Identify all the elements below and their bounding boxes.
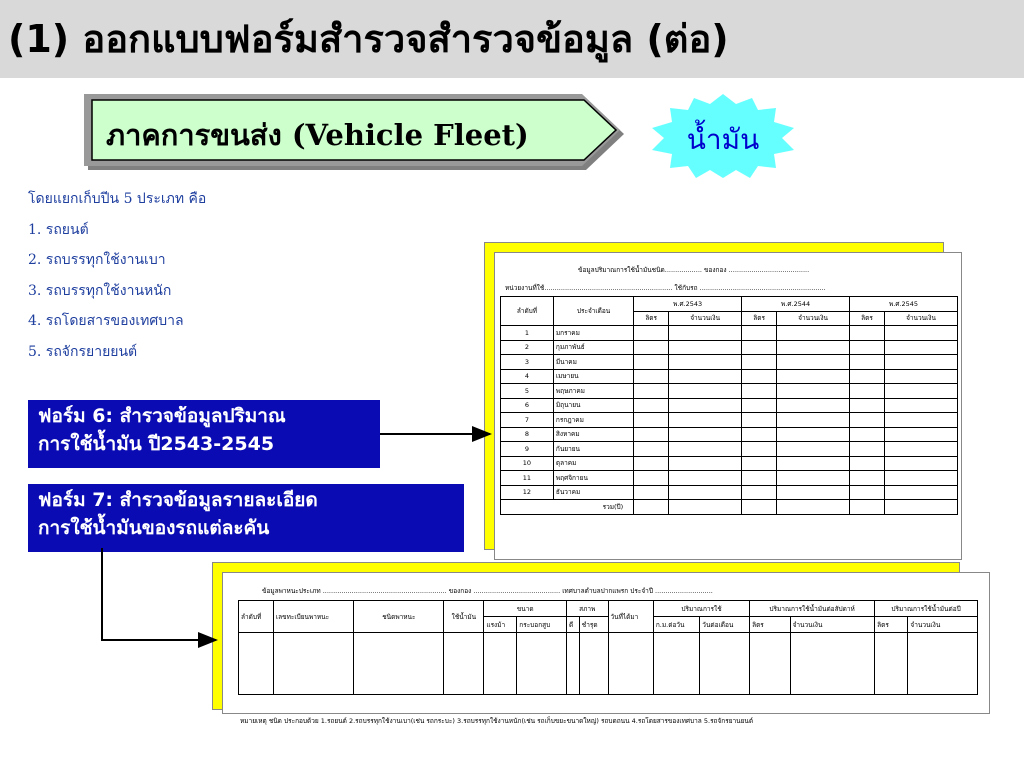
row-number: 11 [501,471,554,486]
table-cell [885,427,958,442]
sub-bad: ชำรุด [579,617,608,633]
table-cell [885,355,958,370]
table-row [501,427,958,442]
table-cell [742,471,777,486]
table-cell [850,369,885,384]
form7-table [238,600,978,695]
table-cell [777,355,850,370]
table-cell [742,355,777,370]
table-cell [742,485,777,500]
sub-liter: ลิตร [634,311,669,326]
table-cell [742,369,777,384]
table-row [501,456,958,471]
table-cell [885,442,958,457]
table-cell [750,633,791,695]
row-number: 1 [501,326,554,341]
category-item: 1. รถยนต์ [28,221,89,238]
table-cell [742,427,777,442]
row-month: มีนาคม [553,355,633,370]
table-cell [567,633,580,695]
table-cell [634,485,669,500]
table-cell [908,633,978,695]
table-cell [777,413,850,428]
table-cell [777,340,850,355]
col-cond: สภาพ [567,601,609,617]
row-month: ธันวาคม [553,485,633,500]
row-month: สิงหาคม [553,427,633,442]
sub-days: วันต่อเดือน [700,617,750,633]
row-number: 12 [501,485,554,500]
table-cell [669,456,742,471]
table-cell [608,633,653,695]
row-number: 10 [501,456,554,471]
table-cell [579,633,608,695]
sub-money: จำนวนเงิน [669,311,742,326]
table-cell [885,398,958,413]
table-cell [850,427,885,442]
table-cell [742,398,777,413]
banner-label: ภาคการขนส่ง (Vehicle Fleet) [106,118,529,152]
table-cell [634,369,669,384]
sub-liter: ลิตร [742,311,777,326]
table-cell [273,633,353,695]
sub-liter: ลิตร [850,311,885,326]
total-row-label: รวม(ปี) [501,500,634,515]
form6-sheet-subheading: หน่วยงานที่ใช้.............................................................. ใช้กับรถ ............................................................. [505,284,826,292]
table-cell [634,427,669,442]
table-cell [850,500,885,515]
table-cell [850,398,885,413]
table-cell [669,500,742,515]
table-row [501,398,958,413]
table-cell [777,398,850,413]
table-cell [777,471,850,486]
sub-power: แรงม้า [484,617,517,633]
form7-line2: การใช้น้ำมันของรถแต่ละคัน [38,517,270,539]
row-month: ตุลาคม [553,456,633,471]
row-month: กันยายน [553,442,633,457]
col-year: ปริมาณการใช้น้ำมันต่อปี [875,601,978,617]
vehicle-category-list [28,188,206,371]
row-month: พฤศจิกายน [553,471,633,486]
table-cell [885,485,958,500]
table-cell [634,384,669,399]
category-item: 3. รถบรรทุกใช้งานหนัก [28,282,172,299]
category-item: 4. รถโดยสารของเทศบาล [28,313,184,329]
row-number: 4 [501,369,554,384]
table-cell [634,413,669,428]
row-month: กุมภาพันธ์ [553,340,633,355]
table-cell [885,369,958,384]
table-cell [850,442,885,457]
form6-sheet-heading: ข้อมูลปริมาณการใช้น้ำมันชนิด.................. ของกอง ....................................... [578,266,810,274]
table-cell [742,442,777,457]
row-number: 2 [501,340,554,355]
table-cell [850,355,885,370]
col-avg: ปริมาณการใช้น้ำมันต่อสัปดาห์ [750,601,875,617]
table-cell [742,500,777,515]
row-month: เมษายน [553,369,633,384]
form6-table [500,296,958,515]
table-cell [669,355,742,370]
form6-month-rows [501,326,958,500]
table-row [501,369,958,384]
table-cell [777,500,850,515]
table-cell [669,398,742,413]
row-number: 5 [501,384,554,399]
sub-good: ดี [567,617,580,633]
col-year: พ.ศ.2545 [850,297,958,312]
table-cell [634,340,669,355]
table-row [501,326,958,341]
sub-liter: ลิตร [875,617,908,633]
table-cell [850,384,885,399]
table-cell [777,442,850,457]
oil-label: น้ำมัน [686,123,760,156]
table-cell [850,340,885,355]
table-cell [885,471,958,486]
table-cell [634,442,669,457]
table-cell [634,326,669,341]
table-cell [777,369,850,384]
table-cell [634,500,669,515]
table-cell [742,413,777,428]
table-cell [777,485,850,500]
table-cell [885,500,958,515]
table-cell [669,485,742,500]
sub-cyl: กระบอกสูบ [517,617,567,633]
table-cell [700,633,750,695]
form7-label-box [28,484,464,552]
form6-line2: การใช้น้ำมัน ปี2543-2545 [38,433,275,455]
row-month: กรกฎาคม [553,413,633,428]
sub-money: จำนวนเงิน [885,311,958,326]
table-cell [239,633,274,695]
row-number: 8 [501,427,554,442]
table-cell [484,633,517,695]
table-row [501,340,958,355]
table-row [501,471,958,486]
form7-line1: ฟอร์ม 7: สำรวจข้อมูลรายละเอียด [38,489,318,511]
table-cell [790,633,875,695]
col-no: ลำดับที่ [501,297,554,326]
table-cell [634,456,669,471]
col-month: ประจำเดือน [553,297,633,326]
table-cell [850,471,885,486]
row-month: พฤษภาคม [553,384,633,399]
table-cell [885,340,958,355]
row-month: มิถุนายน [553,398,633,413]
table-cell [777,384,850,399]
sub-km: ก.ม.ต่อวัน [653,617,699,633]
category-item: 2. รถบรรทุกใช้งานเบา [28,252,166,268]
table-cell [444,633,484,695]
table-cell [634,398,669,413]
col-year: พ.ศ.2544 [742,297,850,312]
table-cell [517,633,567,695]
col-year: พ.ศ.2543 [634,297,742,312]
table-cell [850,485,885,500]
table-cell [669,427,742,442]
table-cell [354,633,444,695]
form7-sheet-heading: ข้อมูลพาหนะประเภท ............................................................ ของกอง .......................................... เทศบาลตำบลปากแพรก ประจำปี ............................ [262,587,713,595]
table-cell [742,456,777,471]
table-cell [777,456,850,471]
form7-note: หมายเหตุ ชนิด ประกอบด้วย 1.รถยนต์ 2.รถบรรทุกใช้งานเบา(เช่น รถกระบะ) 3.รถบรรทุกใช้งานหนัก(เช่น รถเก็บขยะขนาดใหญ่) รถบดถนน 4.รถโดยสารของเทศบาล 5.รถจักรยานยนต์ [240,717,754,725]
form6-line1: ฟอร์ม 6: สำรวจข้อมูลปริมาณ [38,405,286,427]
table-cell [669,384,742,399]
sub-liter: ลิตร [750,617,791,633]
table-row [501,442,958,457]
table-cell [885,456,958,471]
category-item: 5. รถจักรยายยนต์ [28,343,138,360]
table-cell [850,456,885,471]
row-number: 6 [501,398,554,413]
form6-label-box [28,400,380,468]
table-row [501,413,958,428]
table-cell [634,355,669,370]
row-number: 9 [501,442,554,457]
table-cell [742,340,777,355]
row-number: 7 [501,413,554,428]
table-cell [850,326,885,341]
category-intro: โดยแยกเก็บปีน 5 ประเภท คือ [28,191,207,207]
row-month: มกราคม [553,326,633,341]
col-use: ปริมาณการใช้ [653,601,749,617]
table-cell [669,442,742,457]
col-no: ลำดับที่ [239,601,274,633]
table-cell [777,326,850,341]
table-cell [885,384,958,399]
table-cell [669,369,742,384]
col-size: ขนาด [484,601,567,617]
sub-money: จำนวนเงิน [790,617,875,633]
table-row [501,384,958,399]
col-type: ชนิดพาหนะ [354,601,444,633]
col-date: วันที่ได้มา [608,601,653,633]
table-row [501,485,958,500]
table-cell [885,326,958,341]
table-cell [669,413,742,428]
table-cell [777,427,850,442]
table-cell [875,633,908,695]
table-cell [669,326,742,341]
arrow-form7 [102,548,216,640]
table-cell [885,413,958,428]
table-cell [850,413,885,428]
col-fuel: ใช้น้ำมัน [444,601,484,633]
table-row [501,355,958,370]
table-cell [669,471,742,486]
table-cell [653,633,699,695]
col-reg: เลขทะเบียนพาหนะ [273,601,353,633]
sub-money: จำนวนเงิน [908,617,978,633]
sub-money: จำนวนเงิน [777,311,850,326]
table-cell [742,384,777,399]
row-number: 3 [501,355,554,370]
table-cell [634,471,669,486]
table-cell [669,340,742,355]
slide-title: (1) ออกแบบฟอร์มสำรวจสำรวจข้อมูล (ต่อ) [8,17,729,61]
table-cell [742,326,777,341]
